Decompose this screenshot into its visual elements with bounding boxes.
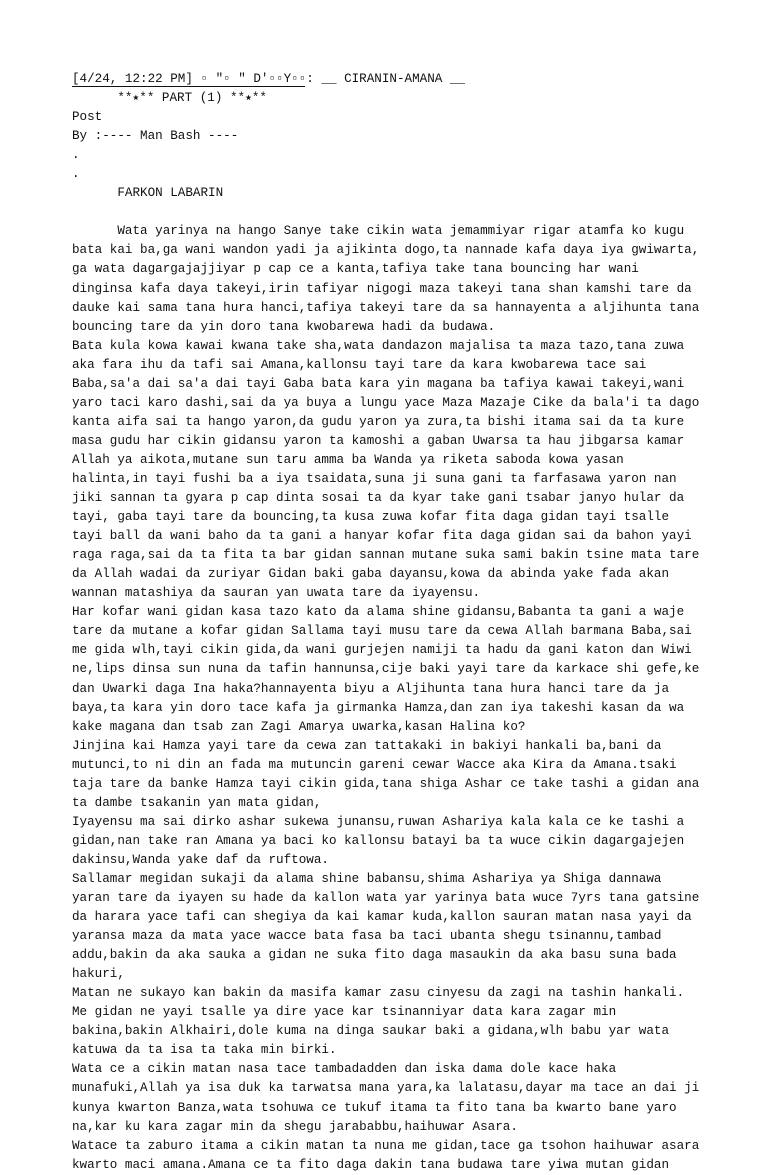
- body-line: bakina,bakin Alkhairi,dole kuma na dinga saukar baki a gidana,wlh babu yar wata: [72, 1024, 670, 1039]
- body-line: da harara yace tafi can shegiya da kai kamar kuda,kallon sauran matan nasa yayi da: [72, 910, 692, 925]
- body-line: jiki sannan ta gyara p cap dinta sosai ta da kyar take gani tsabar janyo hular da: [72, 491, 685, 506]
- body-line: Watace ta zaburo itama a cikin matan ta nuna me gidan,tace ga tsohon haihuwar asara: [72, 1138, 700, 1153]
- body-line: me gida wlh,tayi cikin gida,da wani gurjejen namiji ta hadu da gani katon dan Wiwi: [72, 643, 692, 658]
- body-line: Bata kula kowa kawai kwana take sha,wata dandazon majalisa ta maza tazo,tana zuwa: [72, 338, 685, 353]
- body-line: dan Uwarki daga Ina haka?hannayenta biyu a Aljihunta tana hura hanci tare da ja: [72, 681, 670, 696]
- body-line: Allah ya aikota,mutane sun taru amma ba Wanda ya riketa saboda kowa yasan: [72, 452, 624, 467]
- body-line: tare da mutane a kofar gidan Sallama tayi musu tare da cewa Allah barmana Baba,sai: [72, 624, 692, 639]
- body-line: ne,lips dinsa sun nuna da tafin hannunsa,cije baki yayi tare da karkace shi gefe,ke: [72, 662, 700, 677]
- body-line: dinginsa kafa daya takeyi,irin tafiyar nigogi maza takeyi tana shan kamshi tare da: [72, 281, 692, 296]
- body-line: munafuki,Allah ya isa duk ka tarwatsa mana yara,ka lalatasu,dayar ma tace an dai ji: [72, 1081, 700, 1096]
- body-line: gidan,nan take ran Amana ya baci ko kallonsu batayi ba ta wuce cikin dagargajejen: [72, 833, 685, 848]
- story-body: [72, 203, 712, 1174]
- part-title: **⭑** PART (1) **⭑**: [72, 91, 267, 106]
- body-line: yaran tare da iyayen su hade da kallon wata yar yarinya bata wuce 7yrs tana gatsine: [72, 891, 700, 906]
- body-line: [72, 203, 712, 222]
- body-line: addu,bakin da aka sauka a gidan ne suka fito daga masaukin da aka basu suna bada: [72, 948, 677, 963]
- body-line: na,kar ku kara zagar min da shegu jarababbu,haihuwar Asara.: [72, 1119, 518, 1134]
- body-line: halinta,in tayi fushi ba a iya tsaidata,suna ji suna gani ta farfasawa yaron nan: [72, 471, 677, 486]
- body-line: hakuri,: [72, 967, 125, 982]
- body-line: dauke kai sama tana hura hanci,tafiya takeyi tare da sa hannayenta a aljihunta tana: [72, 300, 700, 315]
- body-line: katuwa da ta isa ta taka min birki.: [72, 1043, 337, 1058]
- body-line: aka fara ihu da tafi sai Amana,kallonsu tayi tare da kara kwobarewa tace sai: [72, 357, 647, 372]
- body-line: Iyayensu ma sai dirko ashar sukewa junansu,ruwan Ashariya kala kala ce ke tashi a: [72, 814, 685, 829]
- body-line: Sallamar megidan sukaji da alama shine babansu,shima Ashariya ya Shiga dannawa: [72, 871, 662, 886]
- body-line: Jinjina kai Hamza yayi tare da cewa zan tattakaki in bakiyi hankali ba,bani da: [72, 738, 662, 753]
- body-line: taja tare da banke Hamza tayi cikin gida,tana shiga Ashar ce take tashi a gidan ana: [72, 776, 700, 791]
- body-line: mutunci,to ni din an fada ma mutuncin gareni cewar Wacce aka Kira da Amana.tsaki: [72, 757, 677, 772]
- document-page: [72, 70, 712, 1175]
- body-line: kunya kwarton Banza,wata tsohuwa ce tukuf itama ta fito tana ba kwarto bane yaro: [72, 1100, 677, 1115]
- body-line: yaro taci karo dashi,sai da ya buya a lungu yace Maza Mazaje Cike da bala'i ta dago: [72, 395, 700, 410]
- body-line: ta dambe tsakanin yan mata gidan,: [72, 795, 322, 810]
- chapter-title: FARKON LABARIN: [72, 186, 224, 201]
- body-line: kanta aifa sai ta hango yaron,da gudu yaron ya zura,ta bishi itama sai da ta kure: [72, 414, 685, 429]
- body-line: Baba,sa'a dai sa'a dai tayi Gaba bata kara yin magana ba tafiya kawai takeyi,wani: [72, 376, 685, 391]
- post-label: Post: [72, 110, 103, 125]
- body-line: kwarto maci amana.Amana ce ta fito daga dakin tana budawa tare yiwa mutan gidan: [72, 1157, 670, 1172]
- body-line: ga wata dagargajajjiyar p cap ce a kanta,tafiya take tana bouncing har wani: [72, 262, 639, 277]
- divider-line: [72, 86, 305, 87]
- separator-dot: .: [72, 167, 80, 182]
- body-line: bouncing tare da yin doro tana kwobarewa hadi da budawa.: [72, 319, 496, 334]
- author-line: By :---- Man Bash ----: [72, 129, 239, 144]
- body-line: tayi ball da wani baho da ta gani a hanyar kofar fita daga gidan sai da bahon yayi: [72, 529, 692, 544]
- body-line: tayi, gaba tayi tare da bouncing,ta kusa zuwa kofar fita daga gidan tayi tsalle: [72, 510, 670, 525]
- separator-dot: .: [72, 148, 80, 163]
- body-line: Har kofar wani gidan kasa tazo kato da alama shine gidansu,Babanta ta gani a waje: [72, 605, 685, 620]
- body-line: dakinsu,Wanda yake daf da ruftowa.: [72, 852, 329, 867]
- body-line: bata kai ba,ga wani wandon yadi ja ajikinta dogo,ta nannade kafa daya iya gwiwarta,: [72, 243, 700, 258]
- message-header: [4/24, 12:22 PM] ▫ "▫ " D'▫▫Y▫▫: __ CIRANIN-AMANA __: [72, 72, 465, 86]
- body-line: kake magana dan tsab zan Zagi Amarya uwarka,kasan Halina ko?: [72, 719, 526, 734]
- body-line: da Allah wadai da zuriyar Gidan baki gaba dayansu,kowa da abinda yake fada akan: [72, 567, 670, 582]
- body-line: Wata yarinya na hango Sanye take cikin wata jemammiyar rigar atamfa ko kugu: [72, 224, 685, 239]
- body-line: raga raga,sai da ta fita ta bar gidan sannan mutane suka sami bakin tsine mata tare: [72, 548, 700, 563]
- body-line: Matan ne sukayo kan bakin da masifa kamar zasu cinyesu da zagi na tashin hankali.: [72, 986, 685, 1001]
- body-line: yaransa maza da mata yace wacce bata fasa ba taci ubanta shegu tsinannu,tambad: [72, 929, 662, 944]
- body-line: Wata ce a cikin matan nasa tace tambadadden dan iska dama dole kace haka: [72, 1062, 617, 1077]
- body-line: wannan matashiya da sauran yan uwata tare da iyayensu.: [72, 586, 481, 601]
- body-line: masa gudu har cikin gidansu yaron ta kamoshi a gaban Uwarsa ta hau jibgarsa kamar: [72, 433, 685, 448]
- body-line: baya,ta kara yin doro tace kafa ja girmanka Hamza,dan zan iya takeshi kasan da wa: [72, 700, 685, 715]
- body-line: Me gidan ne yayi tsalle ya dire yace kar tsinanniyar data kara zagar min: [72, 1005, 617, 1020]
